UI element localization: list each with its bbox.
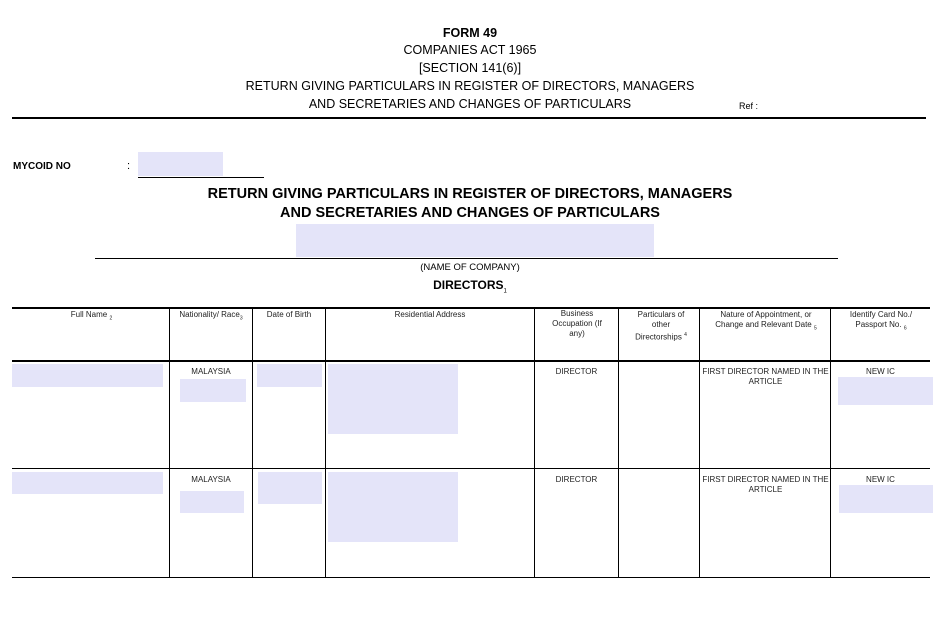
table-row-border xyxy=(12,468,930,469)
occupation-value: DIRECTOR xyxy=(555,367,598,376)
form-number: FORM 49 xyxy=(442,26,498,40)
header-divider xyxy=(12,117,926,119)
full-name-input[interactable] xyxy=(12,472,163,494)
col-divider xyxy=(534,308,535,578)
id-number-input[interactable] xyxy=(839,485,933,513)
col-divider xyxy=(699,308,700,578)
company-name-input[interactable] xyxy=(296,224,654,257)
col-header-appointment: Nature of Appointment, or Change and Relevant Date $_5$ xyxy=(715,310,817,332)
address-input[interactable] xyxy=(328,472,458,542)
table-bottom-border xyxy=(12,577,930,578)
table-header-border xyxy=(12,360,930,362)
appointment-value: FIRST DIRECTOR NAMED IN THE ARTICLE xyxy=(702,475,829,494)
table-top-border xyxy=(12,307,930,309)
col-divider xyxy=(252,308,253,578)
nationality-value: MALAYSIA xyxy=(191,475,231,484)
header-title-line1: RETURN GIVING PARTICULARS IN REGISTER OF DIRECTORS, MANAGERS xyxy=(245,79,695,93)
company-name-underline xyxy=(95,258,838,259)
race-input[interactable] xyxy=(180,491,244,513)
section-ref: [SECTION 141(6)] xyxy=(418,61,522,75)
mycoid-input[interactable] xyxy=(138,152,223,176)
main-title-line2: AND SECRETARIES AND CHANGES OF PARTICULARS xyxy=(280,205,660,221)
col-header-occupation: Business Occupation (If any) xyxy=(552,309,602,338)
col-divider xyxy=(830,308,831,578)
col-header-directorships: Particulars of other Directorships $^4$ xyxy=(635,310,687,342)
header-title-line2: AND SECRETARIES AND CHANGES OF PARTICULARS xyxy=(308,97,632,111)
occupation-value: DIRECTOR xyxy=(555,475,598,484)
mycoid-underline xyxy=(138,177,264,178)
directors-heading: $DIRECTORS_1$ xyxy=(433,278,507,295)
id-type-value: NEW IC xyxy=(866,367,895,376)
col-divider xyxy=(325,308,326,578)
col-header-date-of-birth: Date of Birth xyxy=(266,310,312,319)
mycoid-colon: : xyxy=(127,160,131,172)
mycoid-label: MYCOID NO xyxy=(13,161,71,172)
id-type-value: NEW IC xyxy=(866,475,895,484)
race-input[interactable] xyxy=(180,379,246,402)
full-name-input[interactable] xyxy=(12,364,163,387)
col-header-address: Residential Address xyxy=(394,310,466,319)
date-of-birth-input[interactable] xyxy=(257,364,322,387)
ref-label: Ref : xyxy=(739,101,759,111)
col-divider xyxy=(169,308,170,578)
col-header-nationality: Nationality/ Race$_3$ xyxy=(179,310,243,322)
date-of-birth-input[interactable] xyxy=(258,472,322,504)
id-number-input[interactable] xyxy=(838,377,933,405)
appointment-value: FIRST DIRECTOR NAMED IN THE ARTICLE xyxy=(702,367,829,386)
address-input[interactable] xyxy=(328,364,458,434)
col-header-id-number: Identify Card No./ Passport No. $_6$ xyxy=(849,310,913,332)
act-title: COMPANIES ACT 1965 xyxy=(403,43,537,57)
company-name-caption: (NAME OF COMPANY) xyxy=(420,262,520,273)
nationality-value: MALAYSIA xyxy=(191,367,231,376)
col-header-full-name: Full Name $_2$ xyxy=(70,310,113,322)
col-divider xyxy=(618,308,619,578)
main-title-line1: RETURN GIVING PARTICULARS IN REGISTER OF DIRECTORS, MANAGERS xyxy=(207,186,733,202)
